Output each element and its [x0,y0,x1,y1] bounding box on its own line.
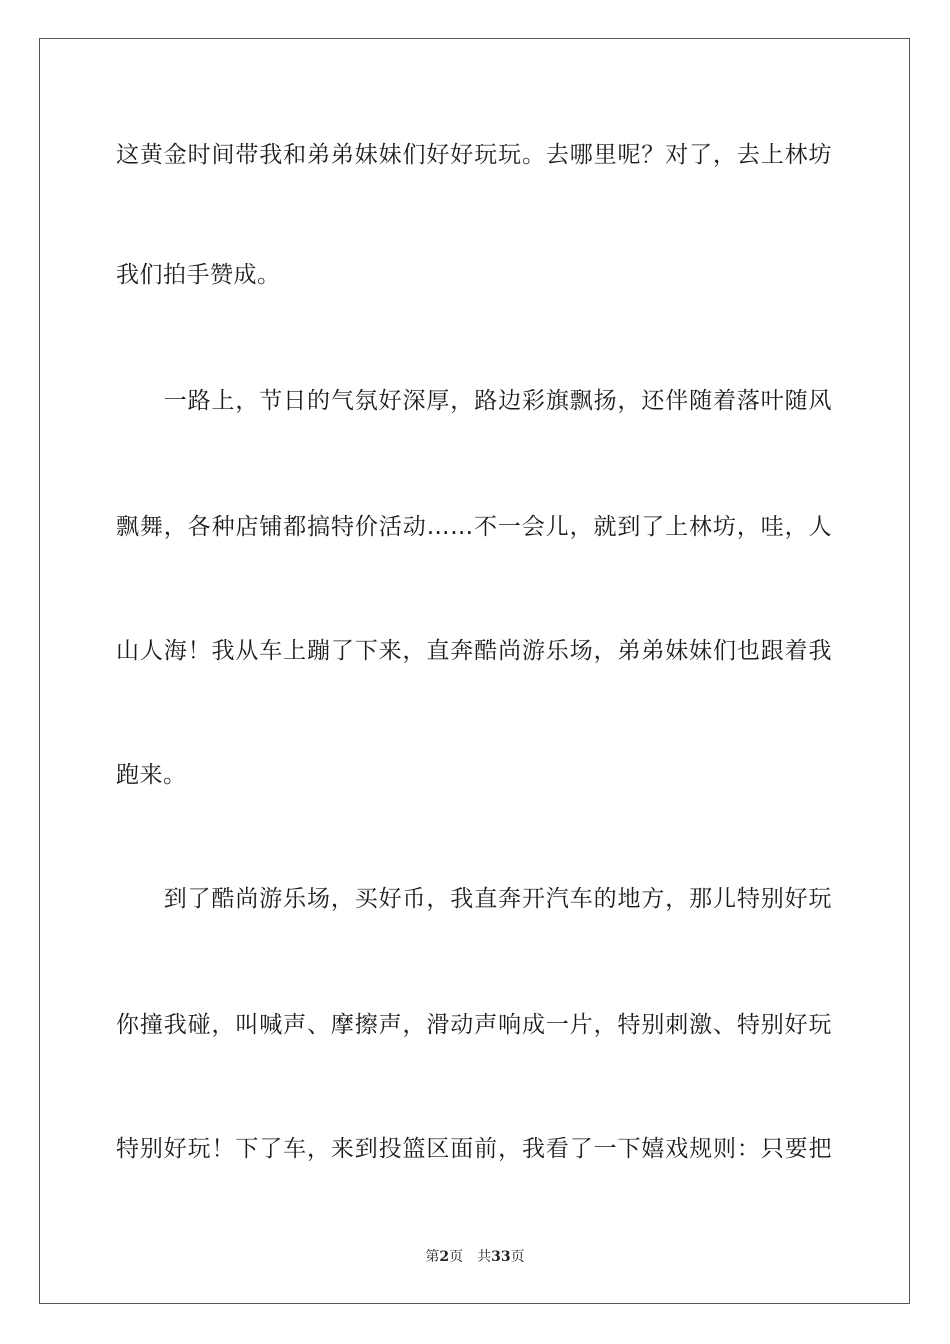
footer-page-suffix: 页 [449,1249,464,1265]
text-line-3: 一路上，节日的气氛好深厚，路边彩旗飘扬，还伴随着落叶随风 [116,388,832,414]
text-line-4: 飘舞，各种店铺都搞特价活动……不一会儿，就到了上林坊，哇，人 [116,514,832,540]
footer-page-number: 2 [439,1249,450,1265]
text-line-2: 我们拍手赞成。 [116,262,281,288]
footer-total-number: 33 [491,1249,511,1265]
text-line-7: 到了酷尚游乐场，买好币，我直奔开汽车的地方，那儿特别好玩 [116,886,832,912]
page-footer [0,1248,950,1266]
footer-page-prefix: 第 [425,1249,440,1265]
text-line-8: 你撞我碰，叫喊声、摩擦声，滑动声响成一片，特别刺激、特别好玩 [116,1012,832,1038]
text-line-6: 跑来。 [116,762,187,788]
text-line-1: 这黄金时间带我和弟弟妹妹们好好玩玩。去哪里呢？对了，去上林坊 [116,142,832,168]
page-border [39,38,910,1304]
text-line-5: 山人海！我从车上蹦了下来，直奔酷尚游乐场，弟弟妹妹们也跟着我 [116,638,832,664]
footer-total-suffix: 页 [510,1249,525,1265]
footer-total-prefix: 共 [477,1249,492,1265]
text-line-9: 特别好玩！下了车，来到投篮区面前，我看了一下嬉戏规则：只要把 [116,1136,832,1162]
